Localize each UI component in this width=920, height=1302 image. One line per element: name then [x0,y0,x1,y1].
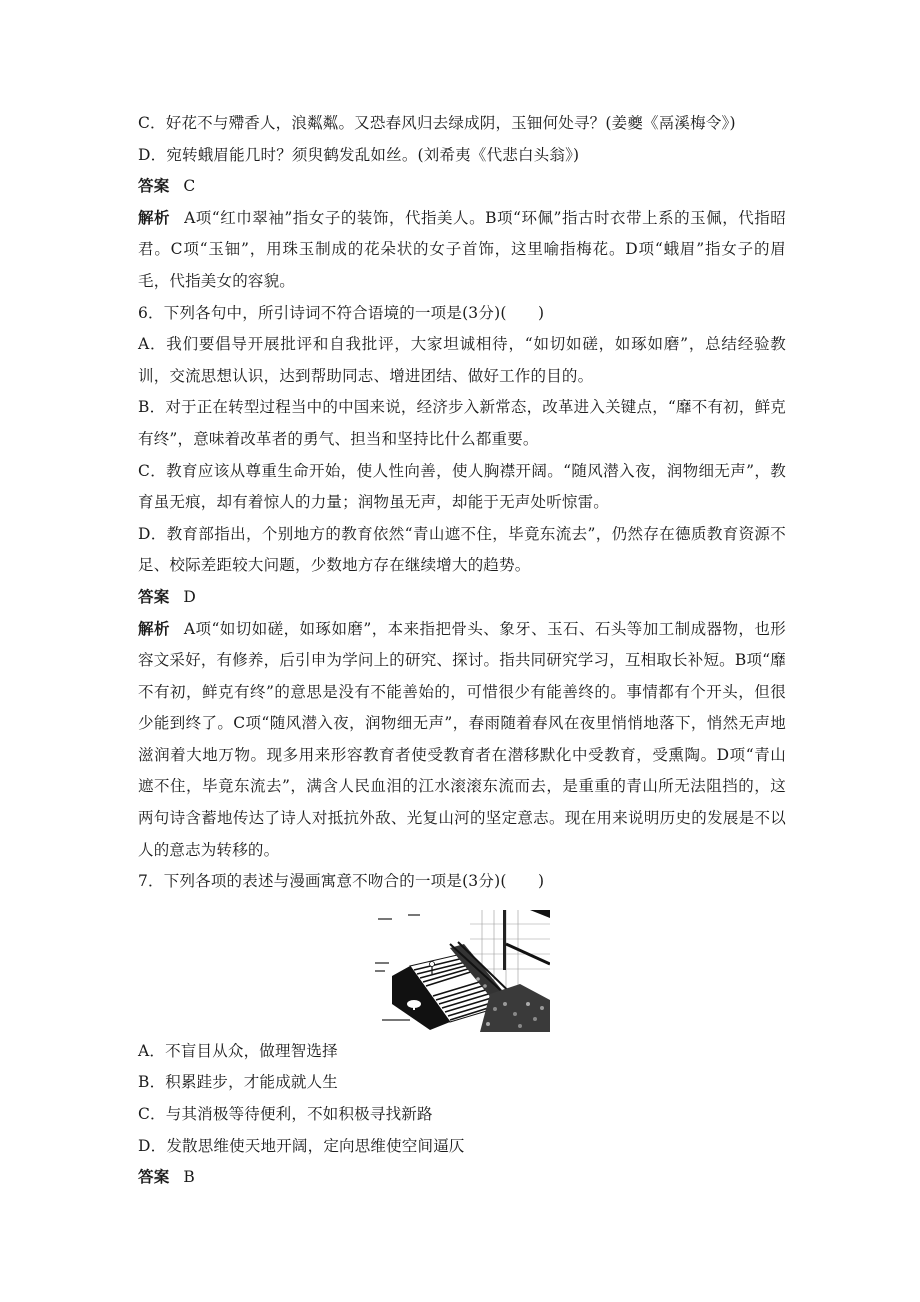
q5-option-d: D．宛转蛾眉能几时？须臾鹤发乱如丝。(刘希夷《代悲白头翁》) [138,145,580,164]
stairs-escalator-illustration-icon [370,904,550,1032]
analysis-label: 解析 [138,619,170,638]
answer-label: 答案 [138,177,170,196]
analysis-text: A项“红巾翠袖”指女子的装饰，代指美人。B项“环佩”指古时衣带上系的玉佩，代指昭君。C项“玉钿”，用珠玉制成的花朵状的女子首饰，这里喻指梅花。D项“蛾眉”指女子的眉毛，代指美女的容貌。 [138,208,786,290]
q6-stem: 6．下列各句中，所引诗词不符合语境的一项是(3分)( ) [138,303,545,322]
q5-answer [138,171,786,203]
answer-value: D [183,587,197,606]
analysis-label: 解析 [138,208,171,227]
document-page [138,108,786,1194]
cartoon-figure [370,904,550,1032]
q7-option-b: B．积累跬步，才能成就人生 [138,1073,338,1092]
answer-value: C [183,177,196,196]
answer-label: 答案 [138,1168,170,1187]
q7-stem: 7．下列各项的表述与漫画寓意不吻合的一项是(3分)( ) [138,872,545,891]
answer-value: B [183,1168,195,1187]
q6-option-b: B．对于正在转型过程当中的中国来说，经济步入新常态，改革进入关键点，“靡不有初，鲜克有终”，意味着改革者的勇气、担当和坚持比什么都重要。 [138,398,786,448]
analysis-text: A项“如切如磋，如琢如磨”，本来指把骨头、象牙、玉石、石头等加工制成器物，也形容文采好，有修养，后引申为学问上的研究、探讨。指共同研究学习，互相取长补短。B项“靡不有初，鲜克有终”的意思是没有不能善始的，可惜很少有能善终的。事情都有个开头，但很少能到终了。C项“随风潜入夜，润物细无声”，春雨随着春风在夜里悄悄地落下，悄然无声地滋润着大地万物。现多用来形容教育者使受教育者在潜移默化中受教育，受熏陶。D项“青山遮不住，毕竟东流去”，满含人民血泪的江水滚滚东流而去，是重重的青山所无法阻挡的，这两句诗含蓄地传达了诗人对抵抗外敌、光复山河的坚定意志。现在用来说明历史的发展是不以人的意志为转移的。 [138,619,786,859]
q7-answer [138,1162,786,1194]
q6-answer [138,582,786,614]
answer-label: 答案 [138,587,170,606]
q7-option-d: D．发散思维使天地开阔，定向思维使空间逼仄 [138,1136,465,1155]
q5-option-c: C．好花不与殢香人，浪粼粼。又恐春风归去绿成阴，玉钿何处寻？(姜夔《鬲溪梅令》) [138,114,736,132]
q6-option-c: C．教育应该从尊重生命开始，使人性向善，使人胸襟开阔。“随风潜入夜，润物细无声”，教育虽无痕，却有着惊人的力量；润物虽无声，却能于无声处听惊雷。 [138,461,786,512]
q7-option-a: A．不盲目从众，做理智选择 [138,1041,338,1060]
q7-option-c: C．与其消极等待便利，不如积极寻找新路 [138,1105,433,1124]
q6-analysis [138,614,786,867]
q5-analysis [138,203,786,298]
q6-option-d: D．教育部指出，个别地方的教育依然“青山遮不住，毕竟东流去”，仍然存在德质教育资源不足、校际差距较大问题，少数地方存在继续增大的趋势。 [138,524,787,575]
q6-option-a: A．我们要倡导开展批评和自我批评，大家坦诚相待，“如切如磋，如琢如磨”，总结经验教训，交流思想认识，达到帮助同志、增进团结、做好工作的目的。 [138,335,786,385]
